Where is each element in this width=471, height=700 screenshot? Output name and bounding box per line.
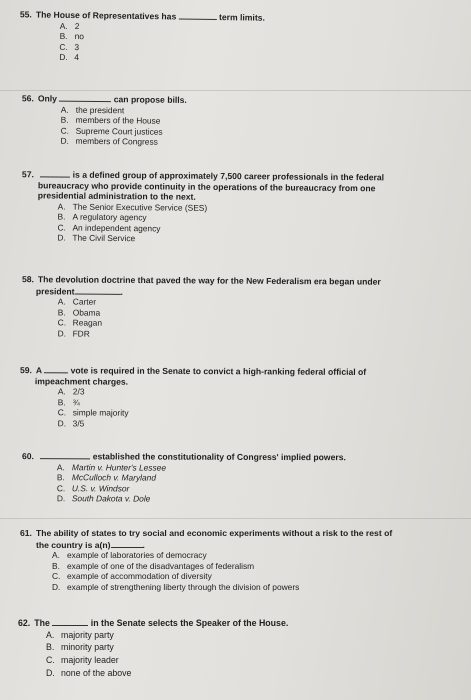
stem-text: The devolution doctrine that paved the way for the New Federalism era began under xyxy=(37,274,381,287)
choice-c: C. example of accommodation of diversity xyxy=(52,571,212,582)
choice-c: C. 3 xyxy=(59,41,80,52)
question-number: 60. xyxy=(21,451,34,462)
answer-blank xyxy=(44,364,68,373)
stem-text: A xyxy=(35,365,42,376)
stem-text: The xyxy=(34,618,50,628)
question-57 xyxy=(0,168,471,247)
stem-text: term limits. xyxy=(218,12,265,23)
page-fold xyxy=(0,518,471,519)
question-61 xyxy=(0,528,471,592)
question-56 xyxy=(0,92,471,151)
choice-d: D. South Dakota v. Dole xyxy=(56,493,151,504)
question-58 xyxy=(0,274,471,342)
choice-b: B. members of the House xyxy=(60,114,161,126)
choice-d: D. none of the above xyxy=(46,667,132,678)
page-fold xyxy=(0,90,471,91)
stem-text: The House of Representatives has xyxy=(35,9,177,22)
stem-text: established the constitutionality of Congress' implied powers. xyxy=(92,451,346,463)
answer-blank xyxy=(59,93,111,103)
choice-d: D. members of Congress xyxy=(60,135,158,147)
choice-c: C. majority leader xyxy=(46,655,119,666)
question-number: 62. xyxy=(18,618,31,628)
choice-b: B. A regulatory agency xyxy=(57,211,147,223)
choice-list xyxy=(0,386,471,431)
choice-list xyxy=(0,550,471,592)
question-number: 58. xyxy=(21,274,34,285)
answer-blank xyxy=(52,617,88,626)
question-number: 56. xyxy=(21,93,34,104)
choice-a: A. Carter xyxy=(57,296,97,307)
choice-b: B. McCulloch v. Maryland xyxy=(56,472,157,483)
question-stem-line: president . xyxy=(35,285,123,297)
answer-blank xyxy=(111,539,143,548)
choice-a: A. Martin v. Hunter's Lessee xyxy=(56,461,167,473)
stem-text: The ability of states to try social and economic experiments without a risk to the rest of xyxy=(35,528,393,538)
question-stem-line: the country is a(n) . xyxy=(36,539,145,550)
choice-d: D. The Civil Service xyxy=(57,232,136,244)
choice-list xyxy=(0,461,471,505)
choice-a: A. the president xyxy=(60,104,125,115)
stem-text: can propose bills. xyxy=(113,94,187,105)
stem-text: Only xyxy=(37,93,58,104)
question-stem-line: impeachment charges. xyxy=(34,375,129,387)
stem-text: in the Senate selects the Speaker of the House. xyxy=(90,618,289,628)
choice-a: A. 2/3 xyxy=(57,386,85,397)
choice-b: B. no xyxy=(59,30,85,42)
question-number: 55. xyxy=(19,9,32,20)
choice-a: A. 2 xyxy=(59,20,80,31)
choice-a: A. majority party xyxy=(46,629,114,640)
choice-b: B. ¾ xyxy=(57,396,80,408)
answer-blank xyxy=(179,10,217,20)
question-62 xyxy=(0,617,471,680)
choice-list xyxy=(0,296,471,342)
answer-blank xyxy=(75,285,121,294)
question-stem-line: presidential administration to the next. xyxy=(37,190,196,202)
question-number: 57. xyxy=(21,169,34,180)
choice-c: C. Reagan xyxy=(57,317,103,328)
choice-list xyxy=(0,19,471,68)
choice-b: B. minority party xyxy=(46,642,114,653)
choice-c: C. Supreme Court justices xyxy=(60,125,163,137)
question-stem xyxy=(0,528,471,539)
choice-a: A. example of laboratories of democracy xyxy=(52,550,207,560)
choice-d: D. 3/5 xyxy=(57,418,85,429)
choice-list xyxy=(0,200,471,246)
question-59 xyxy=(0,364,471,431)
question-number: 61. xyxy=(20,528,32,538)
question-stem xyxy=(0,617,471,629)
choice-d: D. 4 xyxy=(59,52,80,63)
question-60 xyxy=(0,450,471,506)
answer-blank xyxy=(40,450,90,459)
stem-text: vote is required in the Senate to convict a high-ranking federal official of xyxy=(70,365,367,377)
choice-c: C. simple majority xyxy=(57,407,129,418)
question-number: 59. xyxy=(19,365,32,376)
choice-a: A. The Senior Executive Service (SES) xyxy=(57,201,208,213)
question-55 xyxy=(0,8,471,68)
stem-text: is a defined group of approximately 7,500 career professionals in the federal xyxy=(72,169,385,183)
choice-d: D. FDR xyxy=(57,328,90,339)
choice-list xyxy=(0,103,471,150)
choice-b: B. Obama xyxy=(57,306,101,318)
choice-c: C. U.S. v. Windsor xyxy=(56,482,130,494)
choice-b: B. example of one of the disadvantages of federalism xyxy=(52,560,255,571)
question-stem-line: bureaucracy who provide continuity in the operations of the bureaucracy from one xyxy=(37,179,376,193)
choice-list xyxy=(0,629,471,680)
choice-d: D. example of strengthening liberty through the division of powers xyxy=(52,581,300,592)
choice-c: C. An independent agency xyxy=(57,222,161,234)
answer-blank xyxy=(40,168,70,177)
